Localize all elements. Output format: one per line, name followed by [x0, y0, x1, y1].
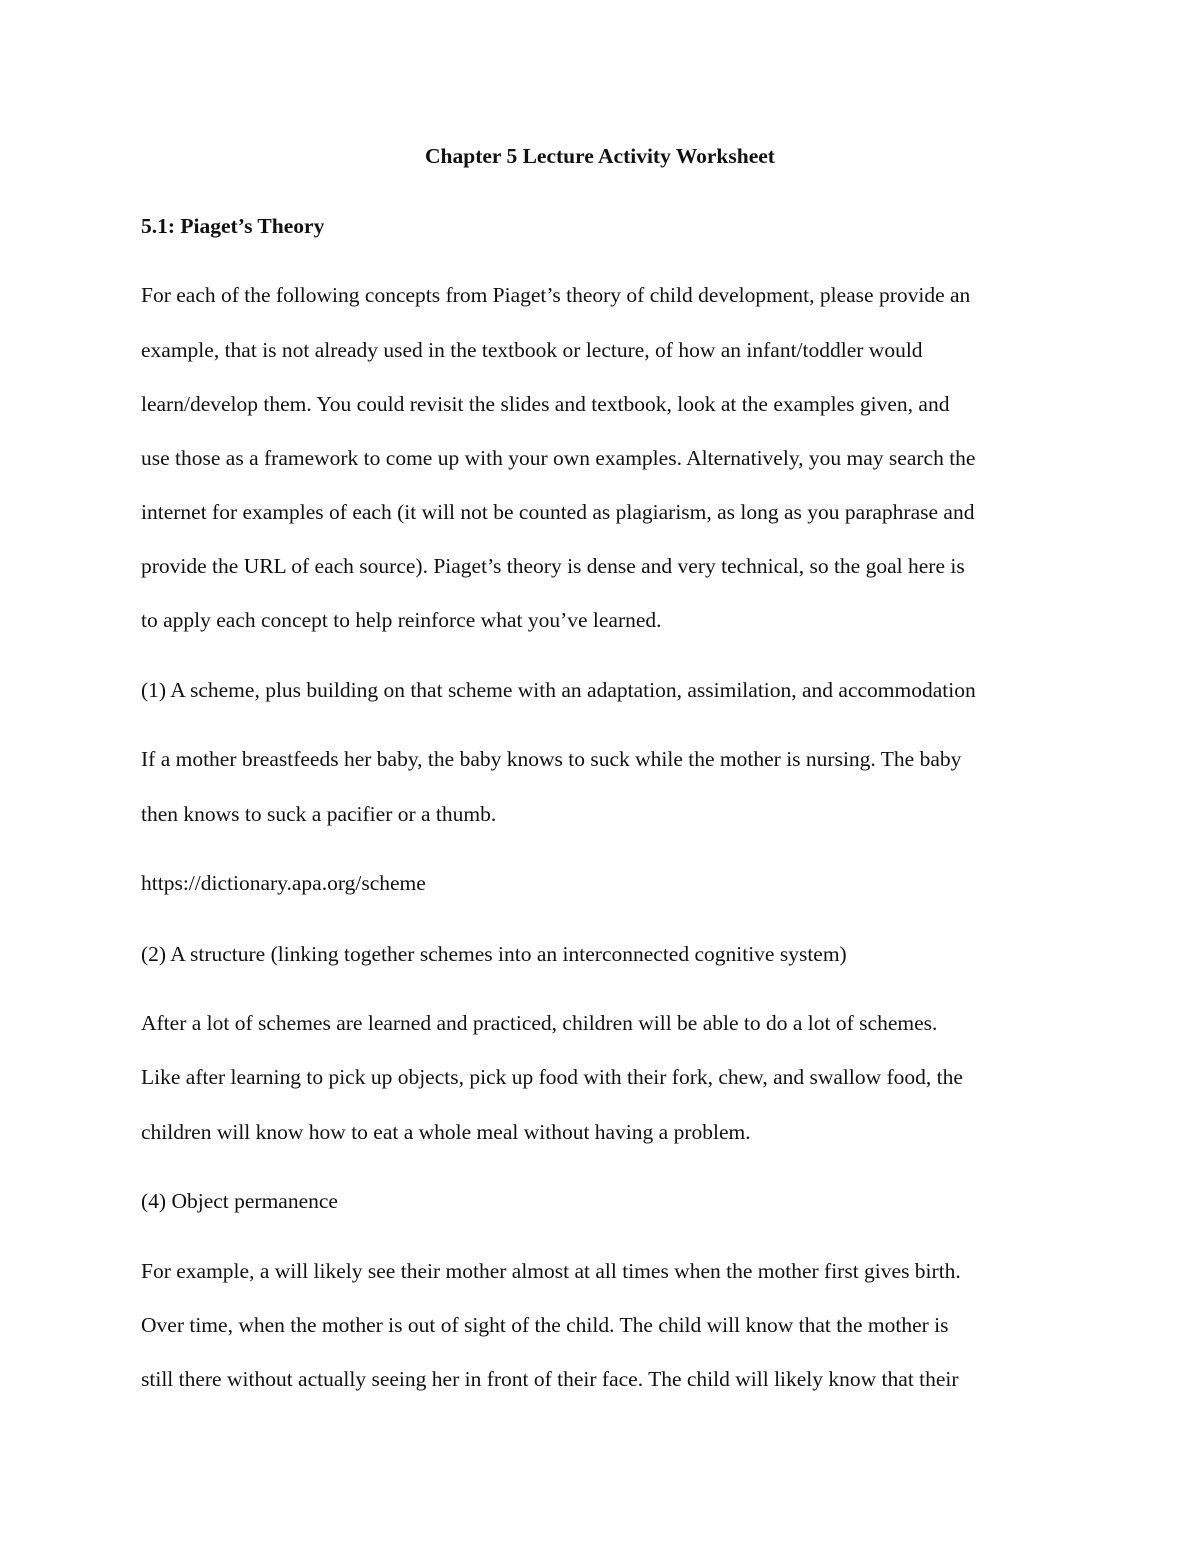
intro-line: to apply each concept to help reinforce what you’ve learned. — [141, 608, 662, 632]
document-title: Chapter 5 Lecture Activity Worksheet — [425, 144, 775, 168]
answer-line: After a lot of schemes are learned and practiced, children will be able to do a lot of schemes. — [141, 1011, 938, 1035]
intro-line: example, that is not already used in the textbook or lecture, of how an infant/toddler would — [141, 338, 923, 362]
answer-line: children will know how to eat a whole meal without having a problem. — [141, 1120, 751, 1144]
answer-line: still there without actually seeing her in front of their face. The child will likely know that their — [141, 1367, 959, 1391]
item1-prompt: (1) A scheme, plus building on that scheme with an adaptation, assimilation, and accommodation — [141, 678, 976, 702]
item1-source-url: https://dictionary.apa.org/scheme — [141, 871, 426, 895]
section-heading: 5.1: Piaget’s Theory — [141, 214, 325, 238]
intro-line: internet for examples of each (it will not be counted as plagiarism, as long as you paraphrase and — [141, 500, 975, 524]
answer-line: then knows to suck a pacifier or a thumb. — [141, 802, 497, 826]
intro-line: use those as a framework to come up with your own examples. Alternatively, you may search the — [141, 446, 976, 470]
answer-line: Like after learning to pick up objects, pick up food with their fork, chew, and swallow food, the — [141, 1065, 963, 1089]
answer-line: Over time, when the mother is out of sight of the child. The child will know that the mother is — [141, 1313, 949, 1337]
answer-line: If a mother breastfeeds her baby, the baby knows to suck while the mother is nursing. The baby — [141, 747, 962, 771]
intro-line: learn/develop them. You could revisit the slides and textbook, look at the examples given, and — [141, 392, 950, 416]
item4-prompt: (4) Object permanence — [141, 1189, 338, 1213]
item2-prompt: (2) A structure (linking together schemes into an interconnected cognitive system) — [141, 942, 847, 966]
answer-line: For example, a will likely see their mother almost at all times when the mother first gives birth. — [141, 1259, 961, 1283]
intro-line: For each of the following concepts from Piaget’s theory of child development, please provide an — [141, 283, 971, 307]
intro-line: provide the URL of each source). Piaget’s theory is dense and very technical, so the goal here is — [141, 554, 965, 578]
